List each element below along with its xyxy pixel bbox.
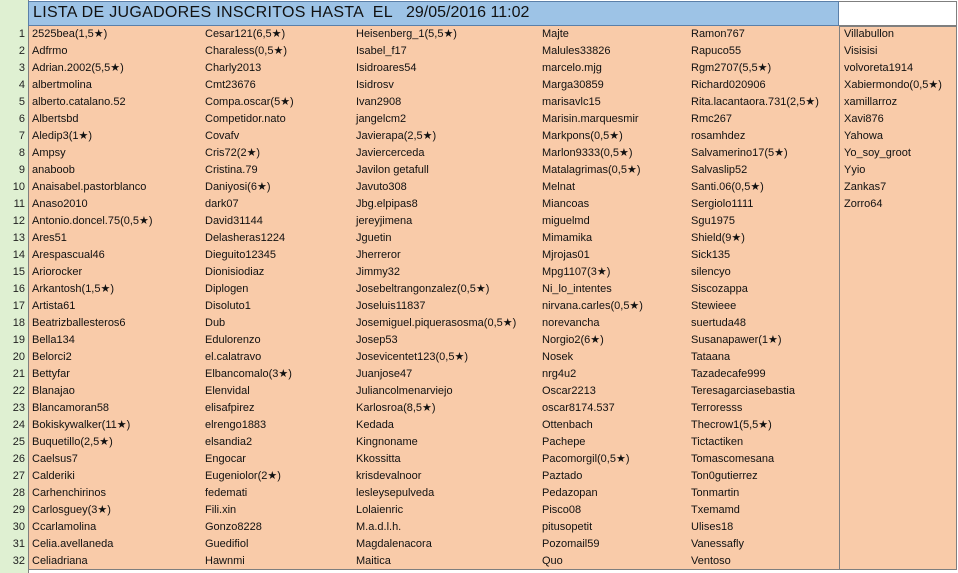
player-name-cell[interactable]: jereyjimena: [356, 215, 413, 227]
player-name-cell[interactable]: Gonzo8228: [205, 521, 262, 533]
player-name-cell[interactable]: Rita.lacantaora.731(2,5★): [691, 96, 819, 108]
player-name-cell[interactable]: Marisin.marquesmir: [542, 113, 639, 125]
player-name-cell[interactable]: Dub: [205, 317, 226, 329]
player-name-cell[interactable]: Guedifiol: [205, 538, 249, 550]
player-name-cell[interactable]: Malules33826: [542, 45, 611, 57]
player-name-cell[interactable]: Stewieee: [691, 300, 737, 312]
row-number: 1: [18, 28, 25, 40]
player-name-cell[interactable]: Charly2013: [205, 62, 262, 74]
player-name-cell[interactable]: Rapuco55: [691, 45, 742, 57]
player-name-cell[interactable]: Ton0gutierrez: [691, 470, 758, 482]
player-name-cell[interactable]: Josemiguel.piquerasosma(0,5★): [356, 317, 517, 329]
player-name-cell[interactable]: Quo: [542, 555, 563, 567]
player-name-cell[interactable]: miguelmd: [542, 215, 590, 227]
player-name-cell[interactable]: Pachepe: [542, 436, 586, 448]
player-name-cell[interactable]: Josevicentet123(0,5★): [356, 351, 468, 363]
player-name-cell[interactable]: Lolaienric: [356, 504, 404, 516]
player-name-cell[interactable]: Compa.oscar(5★): [205, 96, 294, 108]
row-number: 18: [12, 317, 25, 329]
player-name-cell[interactable]: Kedada: [356, 419, 394, 431]
player-name-cell[interactable]: Ariorocker: [32, 266, 83, 278]
player-name-cell[interactable]: elisafpirez: [205, 402, 255, 414]
player-name-cell[interactable]: xamillarroz: [844, 96, 898, 108]
row-number: 24: [12, 419, 25, 431]
player-name-cell[interactable]: Belorci2: [32, 351, 72, 363]
player-name-cell[interactable]: Rgm2707(5,5★): [691, 62, 772, 74]
player-name-cell[interactable]: Caelsus7: [32, 453, 78, 465]
player-name-cell[interactable]: Sick135: [691, 249, 731, 261]
row-number: 20: [12, 351, 25, 363]
right-header-cell: [839, 1, 957, 26]
row-number: 23: [12, 402, 25, 414]
player-name-cell[interactable]: Fili.xin: [205, 504, 237, 516]
player-name-cell[interactable]: Beatrizballesteros6: [32, 317, 126, 329]
player-name-cell[interactable]: Albertsbd: [32, 113, 79, 125]
row-number: 10: [12, 181, 25, 193]
player-name-cell[interactable]: Yo_soy_groot: [844, 147, 911, 159]
player-name-cell[interactable]: Zorro64: [844, 198, 883, 210]
player-name-cell[interactable]: Ulises18: [691, 521, 734, 533]
player-name-cell[interactable]: fedemati: [205, 487, 248, 499]
player-name-cell[interactable]: Sergiolo1111: [691, 198, 754, 210]
player-name-cell[interactable]: Artista61: [32, 300, 76, 312]
row-number: 13: [12, 232, 25, 244]
player-name-cell[interactable]: Anaso2010: [32, 198, 88, 210]
player-name-cell[interactable]: Jherreror: [356, 249, 401, 261]
player-name-cell[interactable]: Teresagarciasebastia: [691, 385, 795, 397]
player-name-cell[interactable]: nrg4u2: [542, 368, 577, 380]
header-datetime: 29/05/2016 11:02: [406, 4, 530, 21]
player-name-cell[interactable]: Engocar: [205, 453, 246, 465]
player-name-cell[interactable]: Yahowa: [844, 130, 883, 142]
player-name-cell[interactable]: Anaisabel.pastorblanco: [32, 181, 147, 193]
player-name-cell[interactable]: elsandia2: [205, 436, 253, 448]
player-name-cell[interactable]: Aledip3(1★): [32, 130, 93, 142]
player-name-cell[interactable]: Carlosguey(3★): [32, 504, 111, 516]
player-name-cell[interactable]: Javierapa(2,5★): [356, 130, 437, 142]
player-name-cell[interactable]: Adrian.2002(5,5★): [32, 62, 124, 74]
player-name-cell[interactable]: Santi.06(0,5★): [691, 181, 764, 193]
player-name-cell[interactable]: Edulorenzo: [205, 334, 261, 346]
player-name-cell[interactable]: Matalagrimas(0,5★): [542, 164, 641, 176]
player-name-cell[interactable]: Visisisi: [844, 45, 878, 57]
player-name-cell[interactable]: Juliancolmenarviejo: [356, 385, 453, 397]
player-name-cell[interactable]: norevancha: [542, 317, 600, 329]
player-name-cell[interactable]: nirvana.carles(0,5★): [542, 300, 643, 312]
player-name-cell[interactable]: Delasheras1224: [205, 232, 286, 244]
player-name-cell[interactable]: Elbancomalo(3★): [205, 368, 292, 380]
player-name-cell[interactable]: Javuto308: [356, 181, 407, 193]
row-number: 28: [12, 487, 25, 499]
player-name-cell[interactable]: Susanapawer(1★): [691, 334, 782, 346]
player-name-cell[interactable]: Celiadriana: [32, 555, 88, 567]
player-name-cell[interactable]: Cesar121(6,5★): [205, 28, 286, 40]
row-number: 21: [12, 368, 25, 380]
player-name-cell[interactable]: Celia.avellaneda: [32, 538, 114, 550]
player-name-cell[interactable]: Kkossitta: [356, 453, 401, 465]
player-name-cell[interactable]: Magdalenacora: [356, 538, 432, 550]
row-number: 3: [18, 62, 25, 74]
player-name-cell[interactable]: anaboob: [32, 164, 75, 176]
player-name-cell[interactable]: Jimmy32: [356, 266, 401, 278]
row-number: 31: [12, 538, 25, 550]
player-name-cell[interactable]: Covafv: [205, 130, 240, 142]
player-name-cell[interactable]: Isidrosv: [356, 79, 394, 91]
row-number: 11: [13, 198, 25, 210]
player-name-cell[interactable]: Heisenberg_1(5,5★): [356, 28, 457, 40]
player-name-cell[interactable]: Salvaslip52: [691, 164, 748, 176]
player-name-cell[interactable]: el.calatravo: [205, 351, 262, 363]
player-name-cell[interactable]: Blancamoran58: [32, 402, 110, 414]
player-name-cell[interactable]: Kingnoname: [356, 436, 418, 448]
player-name-cell[interactable]: Cmt23676: [205, 79, 256, 91]
player-name-cell[interactable]: Tictactiken: [691, 436, 744, 448]
player-name-cell[interactable]: Josebeltrangonzalez(0,5★): [356, 283, 490, 295]
player-name-cell[interactable]: Karlosroa(8,5★): [356, 402, 436, 414]
row-number: 22: [12, 385, 25, 397]
player-name-cell[interactable]: Ivan2908: [356, 96, 402, 108]
player-name-cell[interactable]: Richard020906: [691, 79, 766, 91]
player-name-cell[interactable]: Cristina.79: [205, 164, 258, 176]
player-name-cell[interactable]: Javiercerceda: [356, 147, 425, 159]
player-name-cell[interactable]: dark07: [205, 198, 239, 210]
row-number: 2: [18, 45, 25, 57]
player-name-cell[interactable]: Xavi876: [844, 113, 884, 125]
player-name-cell[interactable]: Antonio.doncel.75(0,5★): [32, 215, 153, 227]
player-name-cell[interactable]: Zankas7: [844, 181, 887, 193]
player-name-cell[interactable]: Vanessafly: [691, 538, 744, 550]
player-name-cell[interactable]: Arespascual46: [32, 249, 105, 261]
player-name-cell[interactable]: Pacomorgil(0,5★): [542, 453, 630, 465]
player-name-cell[interactable]: Xabiermondo(0,5★): [844, 79, 942, 91]
player-name-cell[interactable]: Joseluis11837: [356, 300, 426, 312]
row-number: 7: [18, 130, 25, 142]
player-name-cell[interactable]: pitusopetit: [542, 521, 593, 533]
player-name-cell[interactable]: Norgio2(6★): [542, 334, 604, 346]
row-number: 27: [12, 470, 25, 482]
header-bar: [28, 1, 839, 26]
player-name-cell[interactable]: Carhenchirinos: [32, 487, 106, 499]
player-name-cell[interactable]: M.a.d.l.h.: [356, 521, 402, 533]
player-name-cell[interactable]: Nosek: [542, 351, 574, 363]
player-name-cell[interactable]: lesleysepulveda: [356, 487, 435, 499]
player-name-cell[interactable]: Ramon767: [691, 28, 745, 40]
player-name-cell[interactable]: Buquetillo(2,5★): [32, 436, 113, 448]
row-number: 16: [12, 283, 25, 295]
page-title: LISTA DE JUGADORES INSCRITOS HASTA EL: [33, 4, 393, 21]
player-name-cell[interactable]: Josep53: [356, 334, 398, 346]
player-name-cell[interactable]: Tataana: [691, 351, 731, 363]
player-name-cell[interactable]: Jbg.elpipas8: [356, 198, 418, 210]
player-name-cell[interactable]: Charaless(0,5★): [205, 45, 288, 57]
player-name-cell[interactable]: Isidroares54: [356, 62, 417, 74]
player-name-cell[interactable]: Ampsy: [32, 147, 66, 159]
player-name-cell[interactable]: Mimamika: [542, 232, 593, 244]
player-name-cell[interactable]: Cris72(2★): [205, 147, 261, 159]
player-name-cell[interactable]: Calderiki: [32, 470, 75, 482]
row-number: 9: [18, 164, 25, 176]
player-name-cell[interactable]: Melnat: [542, 181, 576, 193]
player-name-cell[interactable]: Mjrojas01: [542, 249, 590, 261]
player-name-cell[interactable]: Pozomail59: [542, 538, 600, 550]
player-name-cell[interactable]: Marlon9333(0,5★): [542, 147, 633, 159]
player-name-cell[interactable]: jangelcm2: [356, 113, 407, 125]
player-name-cell[interactable]: Dionisiodiaz: [205, 266, 265, 278]
player-name-cell[interactable]: marcelo.mjg: [542, 62, 602, 74]
row-number: 4: [18, 79, 25, 91]
row-number: 12: [12, 215, 25, 227]
row-number: 14: [12, 249, 25, 261]
player-name-cell[interactable]: albertmolina: [32, 79, 92, 91]
player-name-cell[interactable]: Villabullon: [844, 28, 894, 40]
player-name-cell[interactable]: Dieguito12345: [205, 249, 276, 261]
player-name-cell[interactable]: Shield(9★): [691, 232, 745, 244]
player-name-cell[interactable]: Arkantosh(1,5★): [32, 283, 115, 295]
player-name-cell[interactable]: David31144: [205, 215, 263, 227]
player-name-cell[interactable]: Salvamerino17(5★): [691, 147, 788, 159]
player-name-cell[interactable]: Tomascomesana: [691, 453, 775, 465]
player-name-cell[interactable]: Maitica: [356, 555, 391, 567]
player-name-cell[interactable]: Diplogen: [205, 283, 249, 295]
player-name-cell[interactable]: Hawnmi: [205, 555, 245, 567]
player-name-cell[interactable]: Pedazopan: [542, 487, 598, 499]
player-name-cell[interactable]: alberto.catalano.52: [32, 96, 126, 108]
player-name-cell[interactable]: krisdevalnoor: [356, 470, 422, 482]
row-number: 26: [12, 453, 25, 465]
player-name-cell[interactable]: Ottenbach: [542, 419, 593, 431]
player-name-cell[interactable]: volvoreta1914: [844, 62, 914, 74]
player-name-cell[interactable]: Juanjose47: [356, 368, 413, 380]
player-name-cell[interactable]: Miancoas: [542, 198, 590, 210]
player-name-cell[interactable]: Bokiskywalker(11★): [32, 419, 131, 431]
row-number: 8: [18, 147, 25, 159]
player-name-cell[interactable]: rosamhdez: [691, 130, 746, 142]
player-name-cell[interactable]: Adfrmo: [32, 45, 68, 57]
player-name-cell[interactable]: Tonmartin: [691, 487, 740, 499]
player-name-cell[interactable]: marisavlc15: [542, 96, 601, 108]
player-name-cell[interactable]: silencyo: [691, 266, 731, 278]
player-name-cell[interactable]: elrengo1883: [205, 419, 267, 431]
player-name-cell[interactable]: Marga30859: [542, 79, 604, 91]
row-number: 6: [18, 113, 25, 125]
row-number-column: [0, 0, 29, 573]
row-number: 17: [12, 300, 25, 312]
row-number: 15: [12, 266, 25, 278]
player-name-cell[interactable]: Oscar2213: [542, 385, 596, 397]
player-name-cell[interactable]: Ventoso: [691, 555, 731, 567]
row-number: 32: [12, 555, 25, 567]
player-name-cell[interactable]: Yyio: [844, 164, 866, 176]
player-name-cell[interactable]: Eugeniolor(2★): [205, 470, 281, 482]
player-name-cell[interactable]: Markpons(0,5★): [542, 130, 623, 142]
row-number: 5: [18, 96, 25, 108]
player-name-cell[interactable]: Elenvidal: [205, 385, 250, 397]
player-name-cell[interactable]: Siscozappa: [691, 283, 748, 295]
player-name-cell[interactable]: 2525bea(1,5★): [32, 28, 108, 40]
player-name-cell[interactable]: Bella134: [32, 334, 75, 346]
row-number: 30: [12, 521, 25, 533]
player-name-cell[interactable]: Ni_lo_intentes: [542, 283, 612, 295]
row-number: 19: [12, 334, 25, 346]
row-number: 29: [12, 504, 25, 516]
row-number: 25: [12, 436, 25, 448]
player-name-cell[interactable]: suertuda48: [691, 317, 747, 329]
player-name-cell[interactable]: Ares51: [32, 232, 67, 244]
player-name-cell[interactable]: Ccarlamolina: [32, 521, 97, 533]
player-name-cell[interactable]: Terroresss: [691, 402, 743, 414]
player-name-cell[interactable]: Bettyfar: [32, 368, 70, 380]
player-name-cell[interactable]: Majte: [542, 28, 569, 40]
player-name-cell[interactable]: Javilon getafull: [356, 164, 429, 176]
player-name-cell[interactable]: Mpg1107(3★): [542, 266, 611, 278]
player-name-cell[interactable]: oscar8174.537: [542, 402, 615, 414]
player-name-cell[interactable]: Txemamd: [691, 504, 740, 516]
player-name-cell[interactable]: Jguetin: [356, 232, 392, 244]
player-name-cell[interactable]: Thecrow1(5,5★): [691, 419, 772, 431]
player-name-cell[interactable]: Sgu1975: [691, 215, 736, 227]
player-name-cell[interactable]: Rmc267: [691, 113, 732, 125]
player-name-cell[interactable]: Pisco08: [542, 504, 582, 516]
player-name-cell[interactable]: Tazadecafe999: [691, 368, 766, 380]
player-name-cell[interactable]: Daniyosi(6★): [205, 181, 271, 193]
player-name-cell[interactable]: Competidor.nato: [205, 113, 286, 125]
player-name-cell[interactable]: Blanajao: [32, 385, 75, 397]
player-name-cell[interactable]: Isabel_f17: [356, 45, 407, 57]
player-name-cell[interactable]: Paztado: [542, 470, 583, 482]
player-name-cell[interactable]: Disoluto1: [205, 300, 251, 312]
